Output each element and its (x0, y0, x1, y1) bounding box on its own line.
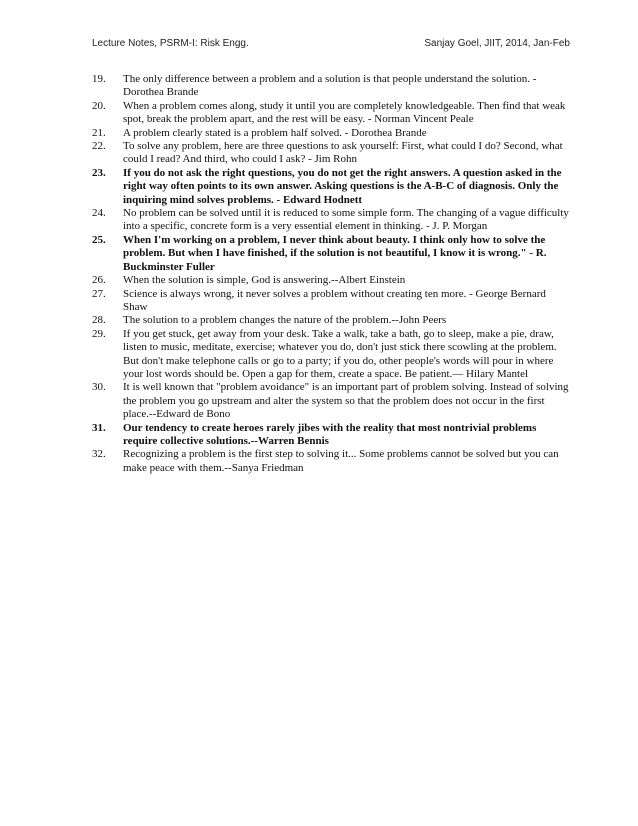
item-number: 29. (92, 327, 106, 340)
list-item (92, 422, 572, 449)
item-text: Recognizing a problem is the first step to solving it... Some problems cannot be solved but you can make peace with them.--Sanya Friedman (123, 448, 559, 474)
list-item (92, 274, 572, 287)
item-number: 19. (92, 73, 106, 85)
page-header (92, 38, 570, 52)
item-text: If you do not ask the right questions, you do not get the right answers. A question asked in the right way often points to its own answer. Asking questions is the A-B-C of diagnosis. Only the inquiring mind solves problems. - Edward Hodnett (123, 166, 562, 206)
quote-list (92, 73, 572, 475)
item-number: 28. (92, 314, 106, 327)
item-text: Our tendency to create heroes rarely jibes with the reality that most nontrivial problems require collective solutions.--Warren Bennis (123, 421, 537, 447)
header-left: Lecture Notes, PSRM-I: Risk Engg. (92, 38, 249, 49)
item-number: 24. (92, 207, 106, 220)
item-text: If you get stuck, get away from your desk. Take a walk, take a bath, go to sleep, make a pie, draw, listen to music, meditate, exercise; whatever you do, don't just stick there scowling at the problem. But don't make telephone calls or go to a party; if you do, other people's words will pour in where your lost words should be. Open a gap for them, create a space. Be patient.— Hilary Mantel (123, 327, 557, 380)
list-item (92, 448, 572, 475)
list-item (92, 381, 572, 421)
item-text: When I'm working on a problem, I never think about beauty. I think only how to solve the problem. But when I have finished, if the solution is not beautiful, I know it is wrong." - R. Buckminster Fuller (123, 233, 547, 273)
list-item (92, 234, 572, 274)
list-item (92, 314, 572, 327)
item-text: It is well known that "problem avoidance" is an important part of problem solving. Instead of solving the problem you go upstream and alter the system so that the problem does not occur in the first place.--Edward de Bono (123, 381, 569, 421)
list-item (92, 288, 572, 315)
item-text: When a problem comes along, study it until you are completely knowledgeable. Then find that weak spot, break the problem apart, and the rest will be easy. - Norman Vincent Peale (123, 99, 566, 126)
item-text: Science is always wrong, it never solves a problem without creating ten more. - George Bernard Shaw (123, 287, 546, 313)
list-item (92, 127, 572, 140)
item-number: 30. (92, 381, 106, 394)
item-text: A problem clearly stated is a problem half solved. - Dorothea Brande (123, 126, 427, 139)
header-right: Sanjay Goel, JIIT, 2014, Jan-Feb (424, 38, 570, 49)
item-number: 21. (92, 126, 106, 139)
item-number: 32. (92, 448, 106, 461)
list-item (92, 73, 572, 100)
list-item (92, 207, 572, 234)
item-text: The only difference between a problem and a solution is that people understand the solution. - Dorothea Brande (123, 73, 537, 99)
item-number: 22. (92, 140, 106, 153)
item-text: When the solution is simple, God is answering.--Albert Einstein (123, 274, 406, 287)
item-number: 20. (92, 99, 106, 112)
item-text: The solution to a problem changes the nature of the problem.--John Peers (123, 314, 447, 327)
item-number: 26. (92, 274, 106, 287)
item-text: No problem can be solved until it is reduced to some simple form. The changing of a vague difficulty into a specific, concrete form is a very essential element in thinking. - J. P. Morgan (123, 207, 569, 233)
list-item (92, 100, 572, 127)
list-item (92, 167, 572, 207)
item-number: 23. (92, 166, 106, 179)
list-item (92, 140, 572, 167)
item-number: 25. (92, 233, 106, 246)
list-item (92, 328, 572, 382)
item-number: 27. (92, 287, 106, 300)
item-text: To solve any problem, here are three questions to ask yourself: First, what could I do? Second, what could I read? And third, who could I ask? - Jim Rohn (123, 140, 563, 166)
item-number: 31. (92, 421, 106, 434)
